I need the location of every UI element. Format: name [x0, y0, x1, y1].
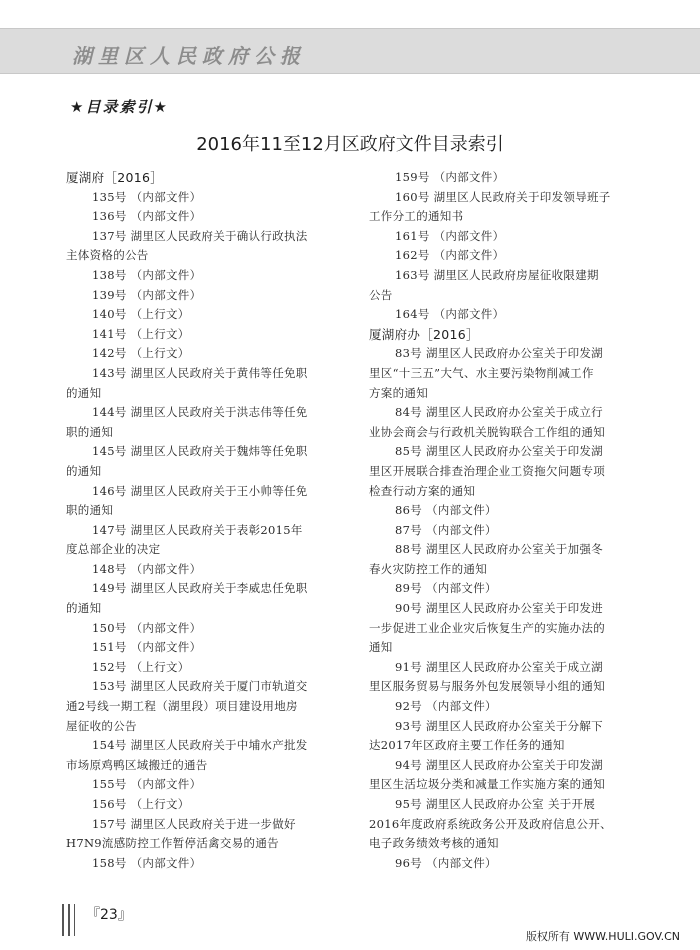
index-entry-line: 93号 湖里区人民政府办公室关于分解下	[395, 718, 603, 733]
index-entry-line: 的通知	[66, 463, 102, 478]
index-entry-line: 电子政务绩效考核的通知	[369, 836, 499, 851]
index-entry-line: 155号 （内部文件）	[92, 777, 202, 792]
index-entry-line: 152号 （上行文）	[92, 659, 190, 674]
index-entry-line: 156号 （上行文）	[92, 797, 190, 811]
index-entry-line: 146号 湖里区人民政府关于王小帅等任免	[92, 483, 308, 498]
index-entry-line: 通2号线一期工程（湖里段）项目建设用地房	[66, 699, 298, 714]
index-entry-line: 137号 湖里区人民政府关于确认行政执法	[92, 228, 308, 243]
index-entry-line: 达2017年区政府主要工作任务的通知	[369, 738, 565, 753]
index-entry-line: 职的通知	[66, 424, 114, 439]
index-entry-line: 143号 湖里区人民政府关于黄伟等任免职	[92, 365, 308, 380]
index-entry-line: 业协会商会与行政机关脱钩联合工作组的通知	[369, 424, 605, 439]
index-entry-line: 139号 （内部文件）	[92, 287, 202, 302]
index-entry-line: 里区生活垃圾分类和减量工作实施方案的通知	[369, 777, 605, 792]
index-entry-line: 主体资格的公告	[66, 248, 149, 263]
index-entry-line: H7N9流感防控工作暂停活禽交易的通告	[66, 836, 279, 851]
document-title: 2016年11至12月区政府文件目录索引	[196, 134, 504, 155]
index-entry-line: 157号 湖里区人民政府关于进一步做好	[92, 816, 296, 831]
index-entry-line: 度总部企业的决定	[66, 542, 161, 557]
index-entry-line: 142号 （上行文）	[92, 346, 190, 361]
index-entry-line: 158号 （内部文件）	[92, 855, 202, 870]
index-entry-line: 150号 （内部文件）	[92, 620, 202, 635]
index-entry-line: 85号 湖里区人民政府办公室关于印发湖	[395, 444, 603, 459]
index-entry-line: 春火灾防控工作的通知	[369, 561, 487, 576]
index-heading: 厦湖府办［2016］	[369, 326, 479, 342]
right-column	[369, 168, 635, 873]
index-entry-line: 147号 湖里区人民政府关于表彰2015年	[92, 522, 303, 537]
index-entry-line: 89号 （内部文件）	[395, 581, 497, 596]
index-entry-line: 144号 湖里区人民政府关于洪志伟等任免	[92, 405, 308, 420]
index-entry-line: 162号 （内部文件）	[395, 248, 505, 263]
index-entry-line: 市场原鸡鸭区域搬迁的通告	[66, 757, 208, 772]
index-entry-line: 90号 湖里区人民政府办公室关于印发进	[395, 601, 603, 616]
index-entry-line: 140号 （上行文）	[92, 307, 190, 322]
index-entry-line: 148号 （内部文件）	[92, 561, 202, 576]
index-entry-line: 里区开展联合排查治理企业工资拖欠问题专项	[369, 463, 605, 478]
index-entry-line: 149号 湖里区人民政府关于李威忠任免职	[92, 581, 308, 596]
left-column	[66, 168, 332, 873]
index-entry-line: 92号 （内部文件）	[395, 699, 497, 714]
index-entry-line: 里区服务贸易与服务外包发展领导小组的通知	[369, 679, 605, 694]
index-entry-line: 里区“十三五”大气、水主要污染物削减工作	[369, 365, 594, 380]
page-number: 『23』	[86, 907, 132, 923]
index-entry-line: 153号 湖里区人民政府关于厦门市轨道交	[92, 679, 308, 694]
index-entry-line: 87号 （内部文件）	[395, 522, 497, 537]
index-entry-line: 通知	[369, 640, 393, 655]
index-entry-line: 职的通知	[66, 503, 114, 518]
index-entry-line: 86号 （内部文件）	[395, 503, 497, 518]
index-entry-line: 161号 （内部文件）	[395, 228, 505, 243]
index-entry-line: 154号 湖里区人民政府关于中埔水产批发	[92, 738, 308, 753]
index-entry-line: 84号 湖里区人民政府办公室关于成立行	[395, 405, 603, 420]
index-entry-line: 工作分工的通知书	[369, 209, 464, 224]
index-entry-line: 公告	[369, 287, 393, 302]
index-entry-line: 163号 湖里区人民政府房屋征收限建期	[395, 267, 599, 282]
index-entry-line: 83号 湖里区人民政府办公室关于印发湖	[395, 346, 603, 361]
index-entry-line: 95号 湖里区人民政府办公室 关于开展	[395, 797, 596, 811]
index-entry-line: 136号 （内部文件）	[92, 209, 202, 224]
index-entry-line: 145号 湖里区人民政府关于魏炜等任免职	[92, 444, 308, 459]
index-entry-line: 检查行动方案的通知	[369, 483, 476, 498]
index-entry-line: 88号 湖里区人民政府办公室关于加强冬	[395, 542, 603, 557]
index-entry-line: 2016年度政府系统政务公开及政府信息公开、	[369, 816, 612, 831]
index-entry-line: 屋征收的公告	[66, 718, 137, 733]
index-entry-line: 的通知	[66, 601, 102, 616]
index-entry-line: 91号 湖里区人民政府办公室关于成立湖	[395, 659, 603, 674]
index-entry-line: 一步促进工业企业灾后恢复生产的实施办法的	[369, 620, 605, 635]
index-entry-line: 151号 （内部文件）	[92, 640, 202, 655]
index-heading: 厦湖府［2016］	[66, 170, 164, 185]
index-entry-line: 135号 （内部文件）	[92, 189, 202, 204]
section-mark: ★目录索引★	[70, 98, 169, 116]
index-entry-line: 160号 湖里区人民政府关于印发领导班子	[395, 189, 611, 204]
footer-rule	[62, 904, 70, 936]
publication-title: 湖里区人民政府公报	[72, 44, 306, 68]
index-entry-line: 164号 （内部文件）	[395, 307, 505, 322]
copyright-text: 版权所有 WWW.HULI.GOV.CN	[525, 930, 680, 943]
index-entry-line: 96号 （内部文件）	[395, 855, 497, 870]
index-entry-line: 159号 （内部文件）	[395, 170, 505, 184]
index-entry-line: 94号 湖里区人民政府办公室关于印发湖	[395, 757, 603, 772]
index-entry-line: 的通知	[66, 385, 102, 400]
index-entry-line: 方案的通知	[369, 385, 428, 400]
index-entry-line: 138号 （内部文件）	[92, 267, 202, 282]
footer-rule-thin	[74, 904, 75, 936]
index-entry-line: 141号 （上行文）	[92, 326, 190, 341]
